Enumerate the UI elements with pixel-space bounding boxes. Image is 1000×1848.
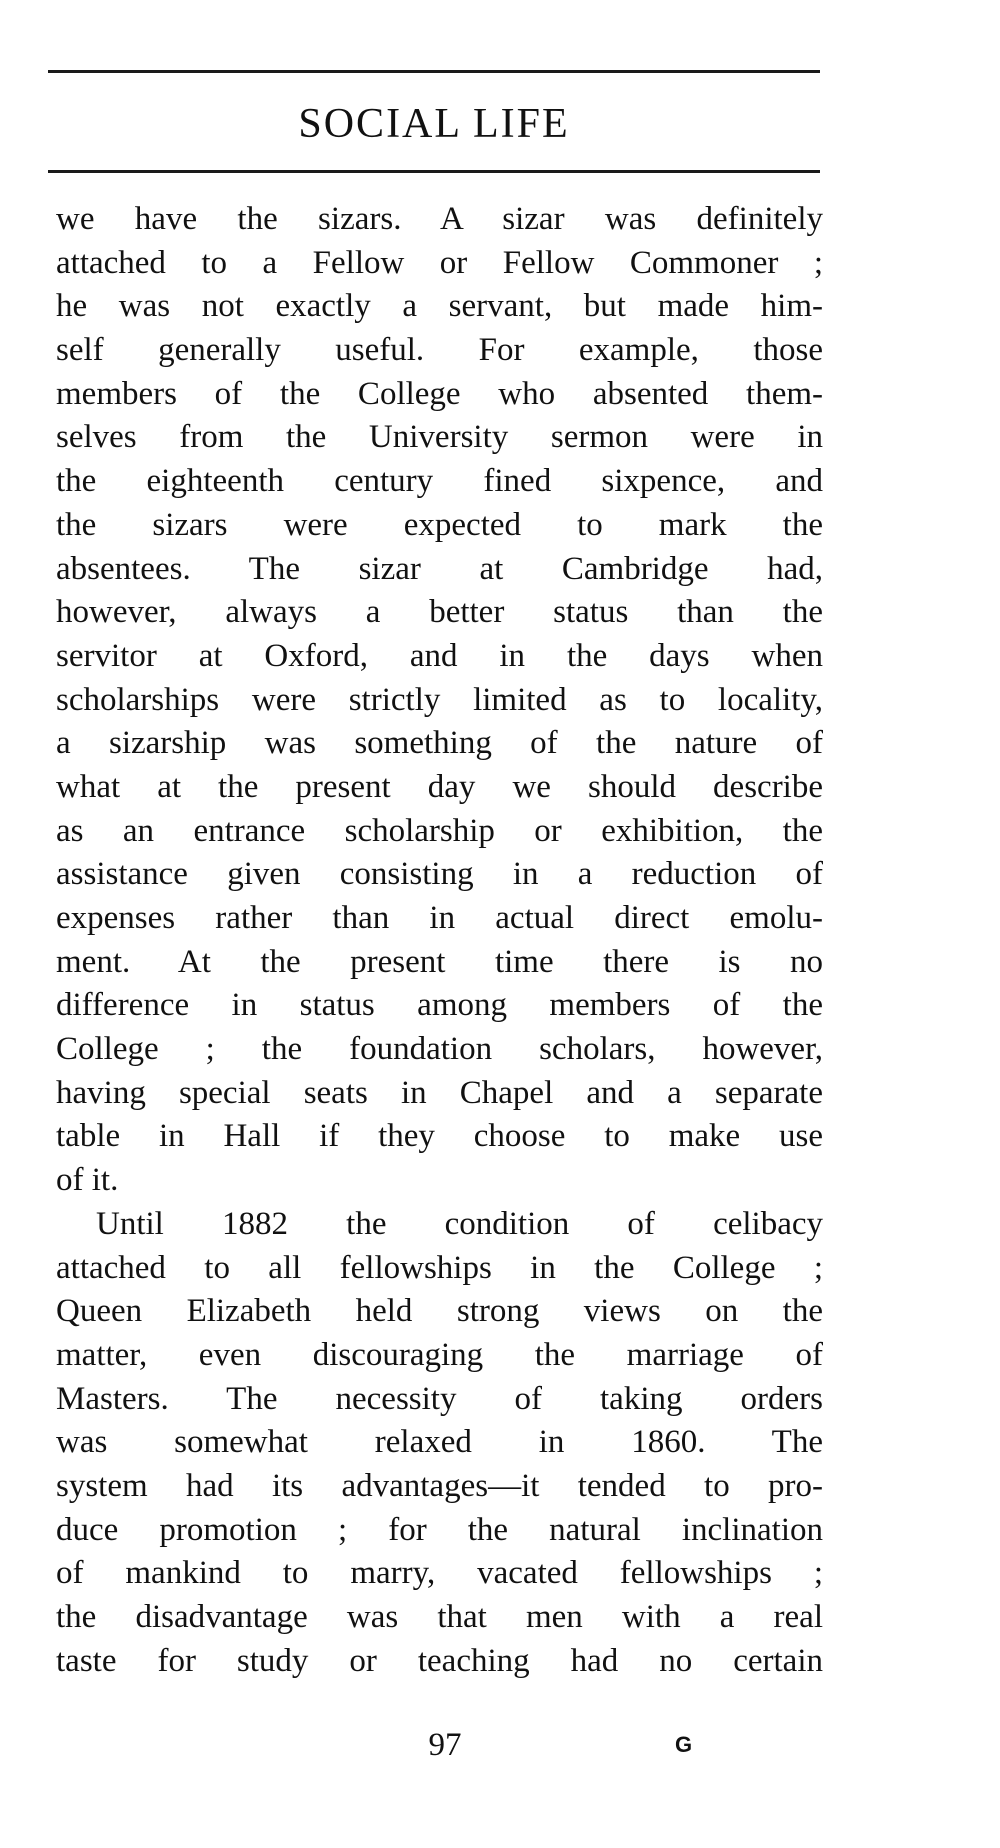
text-line: attached to all fellowships in the College ;	[56, 1249, 823, 1286]
text-line: Until 1882 the condition of celibacy	[96, 1205, 823, 1242]
text-line: absentees. The sizar at Cambridge had,	[56, 550, 823, 587]
text-line: the sizars were expected to mark the	[56, 506, 823, 543]
header-rule-top	[48, 70, 820, 73]
text-line: attached to a Fellow or Fellow Commoner ;	[56, 244, 823, 281]
text-line: assistance given consisting in a reduction of	[56, 856, 823, 893]
signature-mark: G	[675, 1732, 693, 1757]
text-line: duce promotion ; for the natural inclination	[56, 1511, 823, 1548]
text-line: selves from the University sermon were in	[56, 419, 823, 456]
text-line: the eighteenth century fined sixpence, and	[56, 463, 823, 500]
text-line: Queen Elizabeth held strong views on the	[56, 1293, 823, 1330]
text-line: self generally useful. For example, those	[56, 332, 823, 369]
text-line: was somewhat relaxed in 1860. The	[56, 1424, 823, 1461]
text-line: a sizarship was something of the nature of	[56, 725, 823, 762]
running-head: SOCIAL LIFE	[298, 101, 570, 147]
text-line: having special seats in Chapel and a separate	[56, 1074, 823, 1111]
text-line: system had its advantages—it tended to pro-	[56, 1467, 823, 1504]
text-line: difference in status among members of the	[56, 987, 823, 1024]
header-rule-bottom	[48, 170, 820, 173]
text-line: ment. At the present time there is no	[56, 943, 823, 980]
text-line: he was not exactly a servant, but made him-	[56, 288, 823, 325]
text-line: College ; the foundation scholars, however,	[56, 1031, 823, 1068]
text-line: however, always a better status than the	[56, 594, 823, 631]
page-number: 97	[428, 1727, 462, 1763]
body-text	[56, 198, 823, 1683]
text-line: matter, even discouraging the marriage of	[56, 1336, 823, 1373]
paragraph-2	[56, 1203, 823, 1684]
text-line: the disadvantage was that men with a real	[56, 1599, 823, 1635]
text-line: servitor at Oxford, and in the days when	[56, 637, 823, 674]
text-line: scholarships were strictly limited as to locality,	[56, 681, 823, 718]
text-line: what at the present day we should describe	[56, 768, 823, 805]
text-line: expenses rather than in actual direct emolu-	[56, 900, 823, 936]
paragraph-1	[56, 198, 823, 1203]
text-line: members of the College who absented them-	[56, 375, 823, 412]
text-line: taste for study or teaching had no certain	[56, 1642, 823, 1679]
text-line: table in Hall if they choose to make use	[56, 1118, 823, 1155]
text-line: we have the sizars. A sizar was definitely	[56, 201, 823, 237]
text-line: Masters. The necessity of taking orders	[56, 1380, 823, 1417]
text-line: of mankind to marry, vacated fellowships ;	[56, 1555, 823, 1592]
text-line: of it.	[56, 1162, 119, 1199]
text-line: as an entrance scholarship or exhibition, the	[56, 812, 823, 849]
